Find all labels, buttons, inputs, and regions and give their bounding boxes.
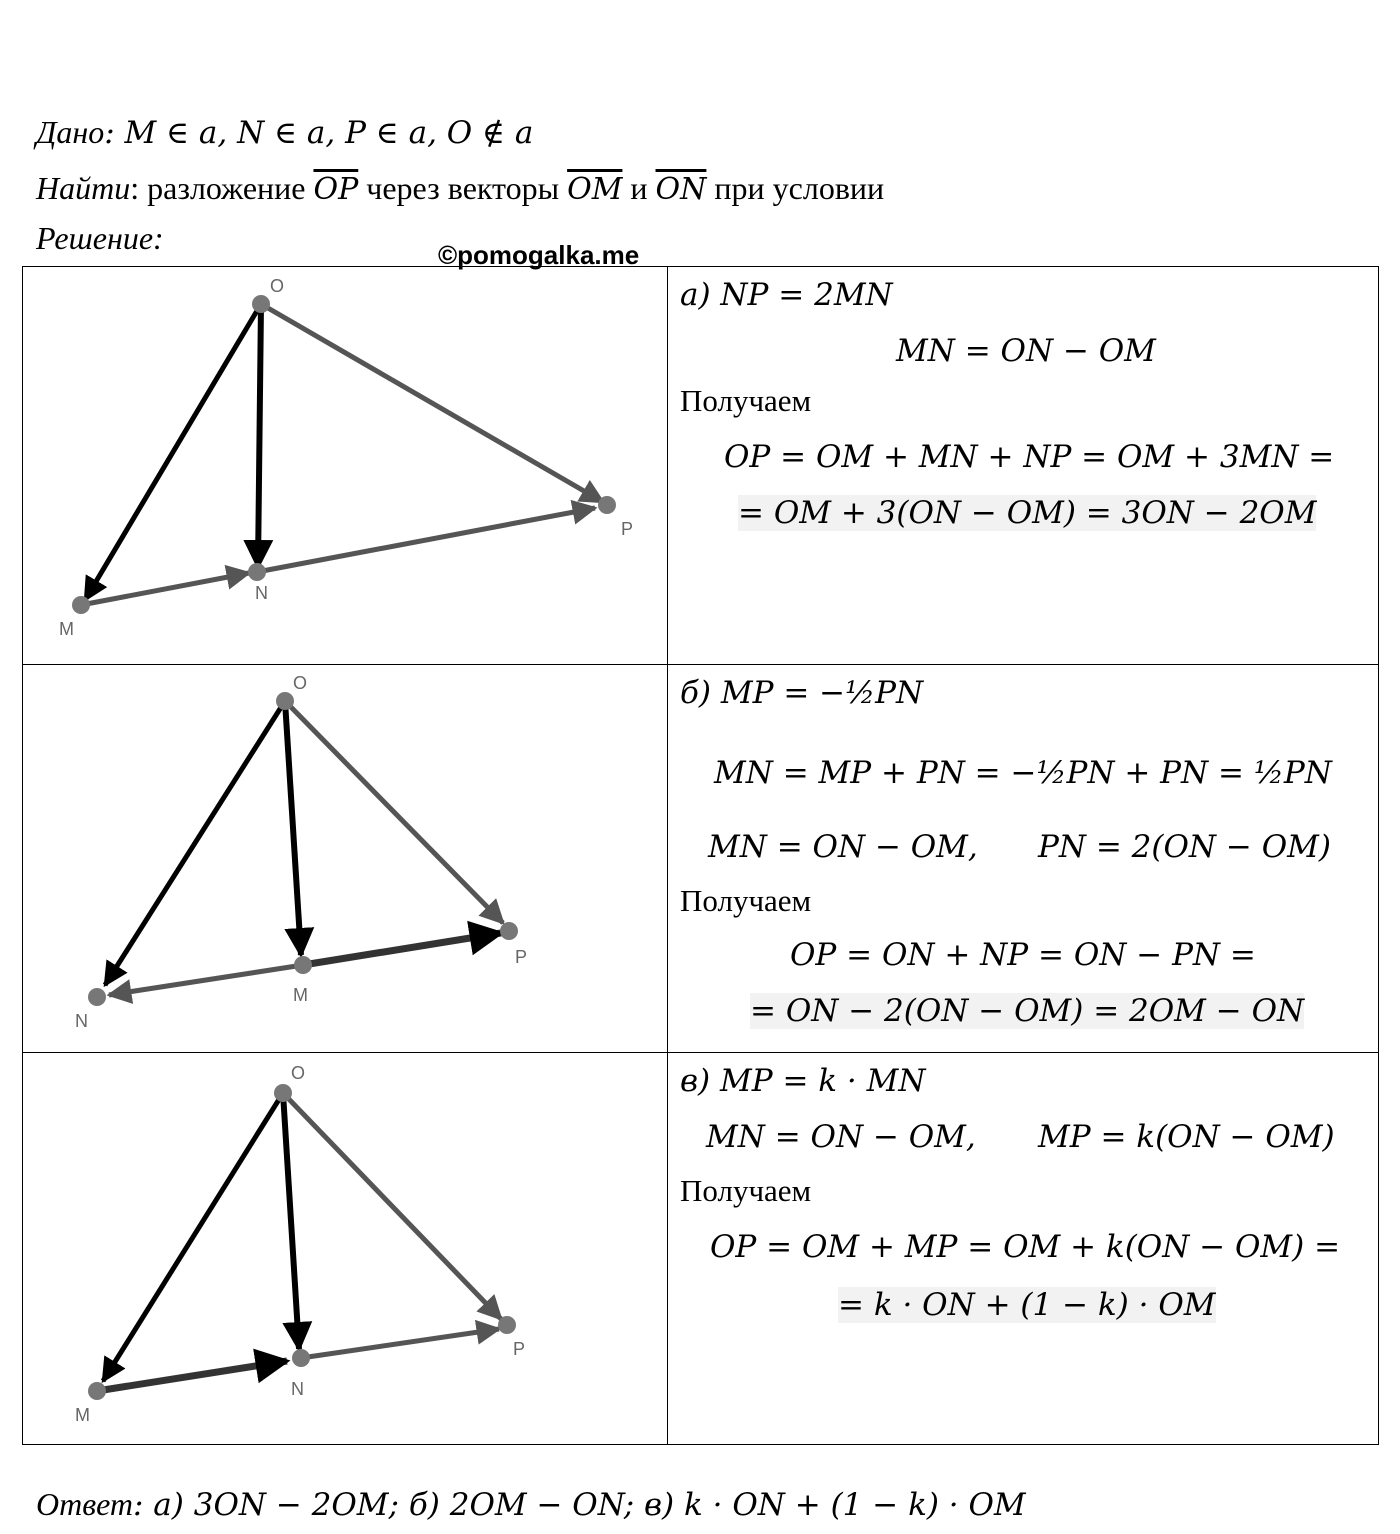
watermark: ©pomogalka.me: [438, 240, 640, 270]
case-a-line-5: = OM + 3(ON − OM) = 3ON − 2OM: [738, 495, 1317, 531]
vector-on: [285, 701, 301, 955]
case-c-line-2: MN = ON − OM,: [706, 1119, 976, 1155]
solution-label: Решение:: [36, 220, 164, 256]
find-text-c: и: [622, 170, 656, 206]
case-a-line-2: MN = ON − OM: [896, 333, 1156, 369]
vector-op: [283, 1093, 501, 1319]
case-a-figure: [23, 267, 667, 659]
label-o: O: [270, 276, 285, 296]
find-vector-om: $\overline{OM}$: [567, 172, 623, 207]
vector-om: [103, 1093, 283, 1381]
label-o: O: [291, 1063, 306, 1083]
vector-mn: [109, 965, 303, 995]
case-b-text-cell: [668, 665, 1379, 1053]
point-m: [72, 596, 90, 614]
given-text: : M ∈ a, N ∈ a, P ∈ a, O ∉ a: [104, 115, 534, 151]
solution-table: [22, 266, 1379, 1445]
case-c-line-4: Получаем: [680, 1173, 812, 1208]
point-p: [598, 496, 616, 514]
point-m: [88, 1382, 106, 1400]
case-c-line-3: MP = k(ON − OM): [1038, 1119, 1335, 1155]
point-n: [88, 988, 106, 1006]
vector-mn: [97, 1361, 287, 1391]
case-b-line-2: MN = MP + PN = −½PN + PN = ½PN: [714, 755, 1332, 791]
case-b-figure-cell: [23, 665, 668, 1053]
point-p: [500, 922, 518, 940]
case-b-line-3: MN = ON − OM,: [708, 829, 978, 865]
case-a-row: [23, 267, 1379, 665]
case-a-line-1: а) NP = 2MN: [680, 277, 893, 313]
case-a-line-4: OP = OM + MN + NP = OM + 3MN =: [724, 439, 1335, 475]
case-a-text-cell: [668, 267, 1379, 665]
point-n: [292, 1349, 310, 1367]
vector-on: [258, 304, 261, 567]
find-vector-op: $\overline{OP}$: [313, 172, 359, 207]
case-c-figure-cell: [23, 1053, 668, 1445]
vector-np: [301, 1329, 499, 1358]
case-b-line-6: OP = ON + NP = ON − PN =: [790, 937, 1256, 973]
find-text-d: при условии: [706, 170, 885, 206]
answer-line: [36, 1486, 1026, 1523]
point-o: [252, 295, 270, 313]
point-p: [498, 1316, 516, 1334]
case-b-line-5: Получаем: [680, 883, 812, 918]
given-label: Дано: [36, 114, 105, 150]
case-c-figure: [23, 1053, 667, 1439]
label-p: P: [621, 519, 634, 539]
label-n: N: [255, 583, 268, 603]
label-m: M: [59, 619, 74, 639]
answer-label: Ответ: [36, 1486, 133, 1522]
case-c-line-6: = k · ON + (1 − k) · OM: [838, 1287, 1216, 1323]
find-line: [36, 168, 884, 210]
case-b-line-1: б) MP = −½PN: [680, 675, 924, 711]
find-label: Найти: [36, 170, 131, 206]
label-p: P: [513, 1339, 526, 1359]
point-n: [248, 563, 266, 581]
label-m: M: [75, 1405, 90, 1425]
label-n: N: [75, 1011, 88, 1031]
point-o: [276, 692, 294, 710]
find-vector-on: $\overline{ON}$: [655, 172, 707, 207]
vector-op: [261, 304, 603, 502]
vector-om: [85, 304, 261, 600]
label-m: M: [293, 985, 308, 1005]
case-b-row: [23, 665, 1379, 1053]
vector-on: [283, 1093, 299, 1349]
label-o: O: [293, 673, 308, 693]
label-p: P: [515, 947, 528, 967]
vector-mp: [303, 933, 501, 965]
case-c-line-5: OP = OM + MP = OM + k(ON − OM) =: [710, 1229, 1341, 1265]
vector-om: [105, 701, 285, 985]
case-b-line-7: = ON − 2(ON − OM) = 2OM − ON: [750, 993, 1305, 1029]
point-m: [294, 956, 312, 974]
case-c-row: [23, 1053, 1379, 1445]
case-a-line-3: Получаем: [680, 383, 812, 418]
case-b-line-4: PN = 2(ON − OM): [1038, 829, 1331, 865]
answer-text: : а) 3ON − 2OM; б) 2OM − ON; в) k · ON + (1 − k) · OM: [133, 1487, 1026, 1523]
point-o: [274, 1084, 292, 1102]
vector-np: [257, 508, 595, 572]
vector-op: [285, 701, 503, 923]
label-n: N: [291, 1379, 304, 1399]
case-a-figure-cell: [23, 267, 668, 665]
case-c-line-1: в) MP = k · MN: [680, 1063, 926, 1099]
find-text-b: через векторы: [358, 170, 568, 206]
case-c-text-cell: [668, 1053, 1379, 1445]
given-line: [36, 112, 533, 153]
vector-mn: [81, 573, 249, 605]
find-text-a: : разложение: [130, 170, 314, 206]
case-b-figure: [23, 665, 667, 1047]
